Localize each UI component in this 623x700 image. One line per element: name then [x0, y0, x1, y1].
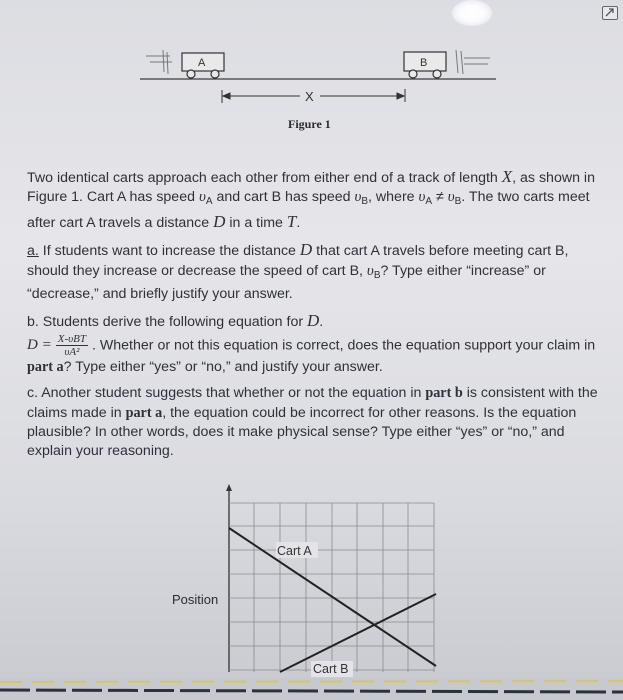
position-time-graph	[0, 480, 623, 680]
y-axis-label: Position	[172, 592, 219, 607]
graph-cart-a-label: Cart A	[277, 544, 312, 558]
figure-1-caption: Figure 1	[288, 117, 331, 131]
y-axis-arrow	[226, 484, 232, 491]
question-text	[27, 167, 599, 469]
intro-paragraph: Two identical carts approach each other from either end of a track of length X, as shown in Figure 1. Cart A has speed $\upsilon_A$ and cart B has speed $\upsilon_B$, where $\upsilon_A \ne \upsilon_B$. The two carts meet after cart A travels a distance D in a time T.	[27, 167, 595, 231]
part-c-paragraph: c. Another student suggests that whether or not the equation in part b is consistent with the claims made in part a, the equation could be incorrect for other reasons. Is the equation plausible? In other words, does it make physical sense? Type either “yes” or “no,” and explain your reasoning.	[27, 385, 598, 460]
cart-b-label: B	[420, 57, 428, 69]
bottom-edge-strip	[0, 672, 623, 700]
equation: D = $\frac{\text{X-υBT}}{\text{υA²}}$	[27, 332, 86, 358]
graph-cart-b-label: Cart B	[313, 662, 349, 676]
left-stop-marks	[146, 50, 172, 74]
distance-label: X	[305, 89, 314, 104]
cart-b-line	[280, 594, 436, 672]
cart-a-label: A	[198, 57, 206, 69]
part-b-paragraph: b. Students derive the following equation for D. D = $\frac{\text{X-υBT}}{\text{υA²}}$ . Whether or not this equation is correct, does the equation support your claim in part a? Type either “yes” or “no,” and justify your answer.	[27, 311, 596, 375]
right-stop-marks	[456, 50, 490, 74]
part-a-paragraph: a. If students want to increase the distance D that cart A travels before meeting cart B, should they increase or decrease the speed of cart B, $\upsilon_B$? Type either “increase” or “decrease,” and briefly justify your answer.	[27, 240, 569, 303]
